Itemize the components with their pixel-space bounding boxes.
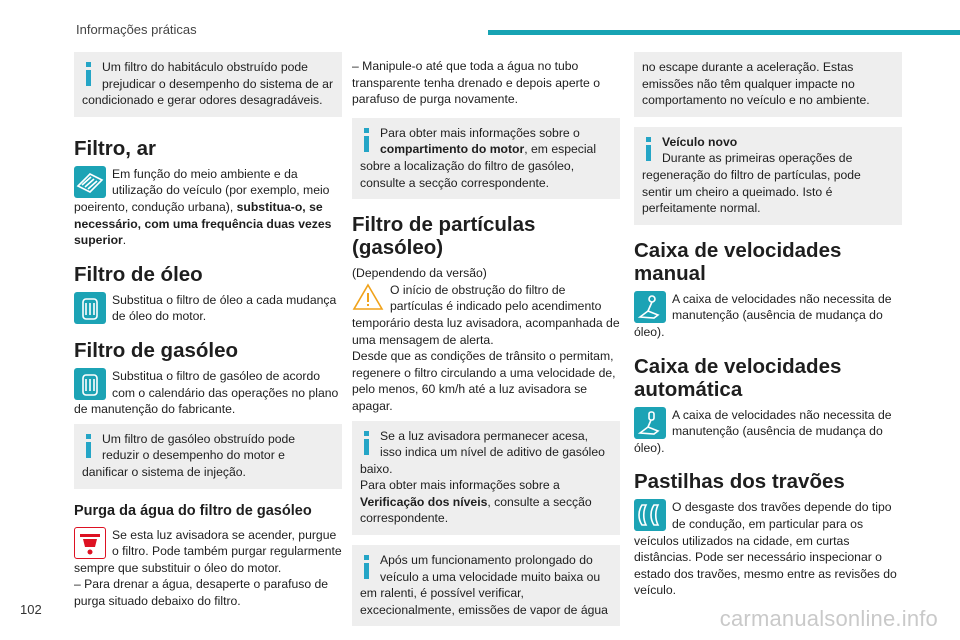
warning-triangle-icon [352,282,384,314]
page-number: 102 [20,602,42,617]
note-engine-compartment: Para obter mais informações sobre o compartimento do motor, em especial sobre a localização do filtro de gasóleo, consulte a secção correspondente. [352,118,620,199]
info-icon [362,128,370,152]
heading-air-filter: Filtro, ar [74,136,157,160]
brake-pads-icon [634,499,666,531]
manual-gearbox-icon [634,291,666,323]
oil-filter-icon [74,292,106,324]
heading-manual-gearbox: Caixa de velocidades manual [634,238,842,285]
water-in-diesel-warning-icon [74,527,106,559]
auto-gearbox-section: A caixa de velocidades não necessita de manutenção (ausência de mudança do óleo). [634,407,892,455]
note-additive: Se a luz avisadora permanecer acesa, isso indica um nível de aditivo de gasóleo baixo. Para obter mais informações sobre a Verificação dos níveis, consulte a secção correspondente. [352,421,620,536]
heading-oil-filter: Filtro de óleo [74,262,203,286]
manual-gearbox-section: A caixa de velocidades não necessita de manutenção (ausência de mudança do óleo). [634,291,892,339]
water-purge-section: Se esta luz avisadora se acender, purgue o filtro. Pode também purgar regularmente sempre que substituir o óleo do motor. – Para drenar a água, desaperte o parafuso de purga situado debaixo do filtro. [74,527,342,608]
info-icon [84,434,92,458]
diesel-filter-icon [74,368,106,400]
air-filter-section: Em função do meio ambiente e da utilização do veículo (por exemplo, meio poeirento, condução urbana), substitua-o, se necessário, com uma frequência duas vezes superior. [74,166,332,248]
automatic-gearbox-icon [634,407,666,439]
heading-auto-gearbox: Caixa de velocidades automática [634,354,842,401]
heading-diesel-filter: Filtro de gasóleo [74,338,239,362]
column-1 [74,52,342,609]
note-idle-emissions: Após um funcionamento prolongado do veículo a uma velocidade muito baixa ou em ralenti, é possível verificar, excecionalmente, emissões de vapor de água [352,545,620,626]
info-icon [84,62,92,86]
heading-water-purge: Purga da água do filtro de gasóleo [74,502,312,519]
column-3 [634,52,902,599]
air-filter-icon [74,166,106,198]
watermark: carmanualsonline.info [719,606,938,631]
brake-pads-section: O desgaste dos travões depende do tipo de condução, em particular para os veículos utilizados na cidade, em curtas distâncias. Pode ser necessário inspecionar o estado dos travões, mesmo entre as revisões do veículo. [634,500,897,598]
running-header: Informações práticas [76,22,197,37]
info-icon [644,137,652,161]
heading-particle-filter: Filtro de partículas (gasóleo) [352,213,536,260]
particle-filter-section: O início de obstrução do filtro de partículas é indicado pelo acendimento temporário desta luz avisadora, acompanhada de uma mensagem de alerta. Desde que as condições de trânsito o permitam, regenere o filtro circulando a uma velocidade de, pelo menos, 60 km/h até a luz avisadora se apagar. [352,282,620,413]
note-new-vehicle: Veículo novo Durante as primeiras operações de regeneração do filtro de partículas, pode sentir um cheiro a queimado. Isto é perfeitamente normal. [634,127,902,225]
heading-brake-pads: Pastilhas dos travões [634,470,845,494]
info-icon [362,555,370,579]
diesel-filter-section: Substitua o filtro de gasóleo de acordo com o calendário das operações no plano de manutenção do fabricante. [74,368,339,417]
note-idle-emissions-continued: no escape durante a aceleração. Estas emissões não têm qualquer impacte no comportamento no veículo e no ambiente. [634,52,902,117]
note-diesel-filter: Um filtro de gasóleo obstruído pode reduzir o desempenho do motor e danificar o sistema de injeção. [74,424,342,489]
oil-filter-section: Substitua o filtro de óleo a cada mudança de óleo do motor. [74,292,342,325]
info-icon [362,431,370,455]
column-2: – Manipule-o até que toda a água no tubo transparente tenha drenado e depois aperte o parafuso de purga novamente. Para obter mais informações sobre o compartimento do motor, em especial sobre a localização do filtro de gasóleo, consulte a secção correspondente. Filtro de partículas (gasóleo) (Dependendo da versão) O início de obstrução do filtro de partículas é indicado pelo acendimento temporário desta luz avisadora, acompanhada de uma mensagem de alerta. Desde que as condições de trânsito o permitam, regenere o filtro circulando a uma velocidade de, pelo menos, 60 km/h até a luz avisadora se apagar. Se a luz avisadora permanecer acesa, isso indica um nível de aditivo de gasóleo baixo. Para obter mais informações sobre a Verificação dos níveis, consulte a secção correspondente. Após um funcionamento prolongado do veículo a uma velocidade muito baixa ou em ralenti, é possível verificar, excecionalmente, emissões de vapor de água [352,52,620,636]
note-cabin-filter: Um filtro do habitáculo obstruído pode prejudicar o desempenho do sistema de ar condicionado e gerar odores desagradáveis. [74,52,342,117]
header-accent-bar [488,30,960,35]
